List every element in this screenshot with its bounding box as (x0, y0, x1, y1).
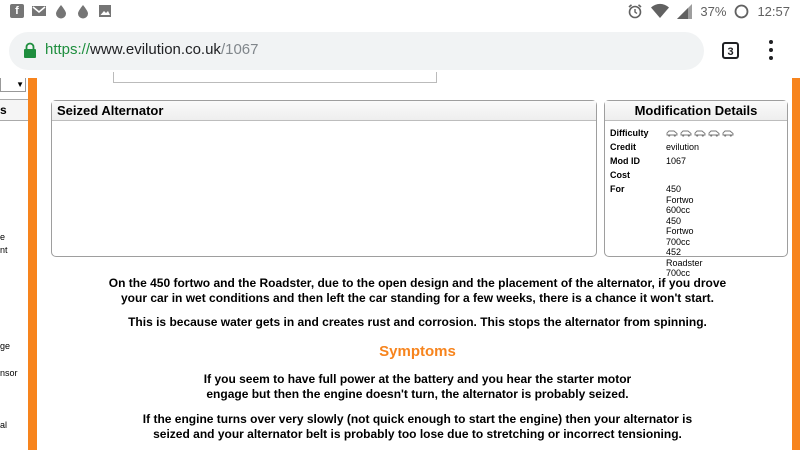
for-label: For (610, 184, 625, 194)
modification-details-title: Modification Details (605, 101, 787, 121)
paragraph-line: On the 450 fortwo and the Roadster, due to the open design and the placement of the alternator, if you drove (108, 276, 727, 290)
browser-toolbar (0, 26, 800, 78)
water-drop-icon (54, 4, 68, 18)
sidebar-item[interactable]: e (0, 232, 6, 242)
car-icon (708, 129, 720, 137)
system-status (627, 3, 790, 19)
paragraph-line: If the engine turns over very slowly (not quick enough to start the engine) then your alternator is (142, 412, 693, 426)
sidebar-header (0, 99, 28, 121)
orange-border-right (792, 78, 800, 450)
paragraph-line: your car in wet conditions and then left the car standing for a few weeks, there is a chance it won't start. (121, 291, 714, 305)
credit-label: Credit (610, 142, 637, 152)
paragraph-line: engage but then the engine doesn't turn, the alternator is probably seized. (206, 387, 629, 401)
overflow-menu-button[interactable] (768, 40, 774, 62)
car-icon (694, 129, 706, 137)
car-icon (680, 129, 692, 137)
alarm-icon (627, 3, 643, 19)
sidebar-item[interactable]: al (0, 420, 8, 430)
paragraph-line: If you seem to have full power at the battery and you hear the starter motor (203, 372, 632, 386)
for-item: 450 Fortwo 600cc (666, 184, 694, 215)
battery-icon (734, 4, 749, 19)
url-text[interactable] (45, 41, 258, 58)
credit-value: evilution (666, 142, 700, 152)
for-item: 452 Roadster 700cc (666, 247, 703, 278)
notification-icons (10, 4, 112, 18)
paragraph-line: seized and your alternator belt is probably too lose due to stretching or incorrect tensioning. (153, 427, 682, 441)
lock-icon[interactable] (24, 43, 36, 58)
gmail-icon (32, 4, 46, 18)
mod-image-panel (51, 100, 597, 257)
chevron-down-icon: ▼ (16, 80, 24, 89)
for-list (666, 184, 703, 279)
url-host: www.evilution.co.uk (90, 41, 221, 58)
difficulty-rating (666, 129, 734, 137)
url-path: 1067 (225, 41, 259, 58)
sidebar-item[interactable]: ge (0, 341, 11, 351)
clock: 12:57 (757, 3, 790, 19)
modid-label: Mod ID (610, 156, 640, 166)
difficulty-label: Difficulty (610, 128, 649, 138)
cost-label: Cost (610, 170, 630, 180)
search-input-fragment[interactable] (113, 72, 437, 83)
url-scheme: https:// (45, 41, 91, 58)
paragraph (51, 315, 784, 330)
sidebar-item[interactable]: nsor (0, 368, 18, 378)
sidebar-dropdown[interactable] (0, 78, 26, 92)
paragraph-line: This is because water gets in and creates rust and corrosion. This stops the alternator from spinning. (128, 315, 707, 329)
sidebar-item[interactable]: nt (0, 245, 8, 255)
modid-value: 1067 (666, 156, 687, 166)
car-icon (666, 129, 678, 137)
water-drop-icon (76, 4, 90, 18)
status-bar (0, 0, 800, 26)
car-icon (722, 129, 734, 137)
modification-details-panel (604, 100, 788, 278)
paragraph (51, 372, 784, 402)
signal-icon (677, 4, 692, 19)
url-separator: / (220, 41, 226, 58)
sidebar-header-text: s (0, 103, 7, 117)
facebook-icon: f (10, 4, 24, 18)
photo-icon (98, 4, 112, 18)
for-item: 450 Fortwo 700cc (666, 215, 694, 247)
tab-switcher-button[interactable]: 3 (722, 42, 739, 59)
web-page (0, 78, 800, 450)
paragraph (51, 276, 784, 306)
paragraph (51, 412, 784, 442)
wifi-icon (651, 4, 669, 19)
address-bar[interactable] (9, 32, 704, 70)
symptoms-heading: Symptoms (379, 343, 456, 360)
left-sidebar (0, 78, 28, 450)
orange-border (28, 78, 37, 450)
battery-percent: 37% (700, 3, 727, 19)
mod-title: Seized Alternator (52, 101, 596, 121)
